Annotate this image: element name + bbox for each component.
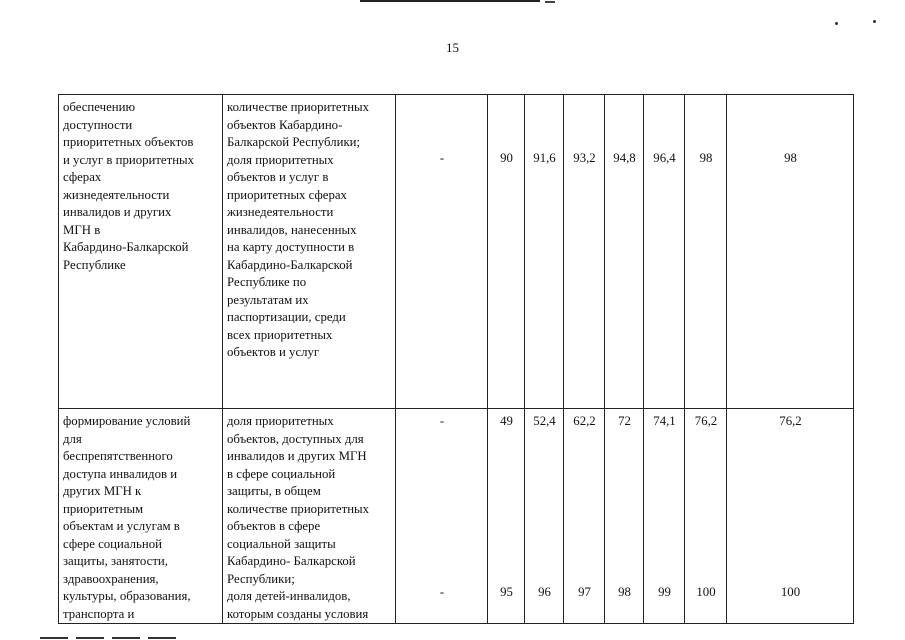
top-rule xyxy=(360,0,540,2)
value-cell xyxy=(644,409,685,624)
value-cell: 93,2 xyxy=(564,95,605,409)
value-text: 98 xyxy=(618,585,631,599)
final-value-cell xyxy=(727,409,854,624)
value-text: 76,2 xyxy=(694,414,718,428)
indicators-table xyxy=(58,94,854,624)
value-text: 96 xyxy=(538,585,551,599)
indicator-cell xyxy=(223,95,396,409)
scan-speck xyxy=(873,20,876,23)
goal-text: обеспечению доступности приоритетных объектов и услуг в приоритетных сферах жизнедеятельности инвалидов и других МГН в Кабардино-Балкарской Республике xyxy=(63,100,195,272)
value-cell xyxy=(525,409,564,624)
bottom-rule xyxy=(40,637,180,639)
baseline-cell xyxy=(396,409,488,624)
table-row xyxy=(59,409,854,624)
top-rule-fragment xyxy=(545,1,555,3)
value-text: 99 xyxy=(658,585,671,599)
value-cell: 96,4 xyxy=(644,95,685,409)
value-cell xyxy=(685,409,727,624)
baseline-cell: - xyxy=(396,95,488,409)
indicator-text: количестве приоритетных объектов Кабардино- Балкарской Республики; доля приоритетных объектов и услуг в приоритетных сферах жизнедеятельности инвалидов, нанесенных на карту доступности в Кабардино-Балкарской Республике по результатам их паспортизации, среди всех приоритетных объектов и услуг xyxy=(227,100,370,359)
value-cell: 98 xyxy=(685,95,727,409)
page-number: 15 xyxy=(446,40,459,55)
goal-text: формирование условий для беспрепятственного доступа инвалидов и других МГН к приоритетным объектам и услугам в сфере социальной защиты, занятости, здравоохранения, культуры, образования, транспорта и xyxy=(63,414,191,621)
value-text: 97 xyxy=(578,585,591,599)
goal-cell xyxy=(59,95,223,409)
value-text: 72 xyxy=(618,414,631,428)
value-text: 49 xyxy=(500,414,513,428)
value-text: - xyxy=(439,414,445,428)
indicator-cell xyxy=(223,409,396,624)
value-cell xyxy=(564,409,605,624)
value-text: 62,2 xyxy=(573,414,596,428)
value-cell xyxy=(488,409,525,624)
final-value-cell: 98 xyxy=(727,95,854,409)
scan-speck xyxy=(835,22,838,25)
value-text: - xyxy=(439,585,445,599)
indicator-text: доля приоритетных объектов, доступных для инвалидов и других МГН в сфере социальной защиты, в общем количестве приоритетных объектов в сфере социальной защиты Кабардино- Балкарской Республики; доля детей-инвалидов, которым созданы условия xyxy=(227,414,370,621)
value-cell: 91,6 xyxy=(525,95,564,409)
goal-cell xyxy=(59,409,223,624)
value-cell: 90 xyxy=(488,95,525,409)
value-text: 95 xyxy=(500,585,513,599)
value-text: 76,2 xyxy=(779,414,802,428)
value-text: 100 xyxy=(780,585,801,599)
value-text: 74,1 xyxy=(653,414,676,428)
value-cell xyxy=(605,409,644,624)
value-text: 100 xyxy=(696,585,716,599)
value-cell: 94,8 xyxy=(605,95,644,409)
table-row xyxy=(59,95,854,409)
value-text: 52,4 xyxy=(533,414,556,428)
